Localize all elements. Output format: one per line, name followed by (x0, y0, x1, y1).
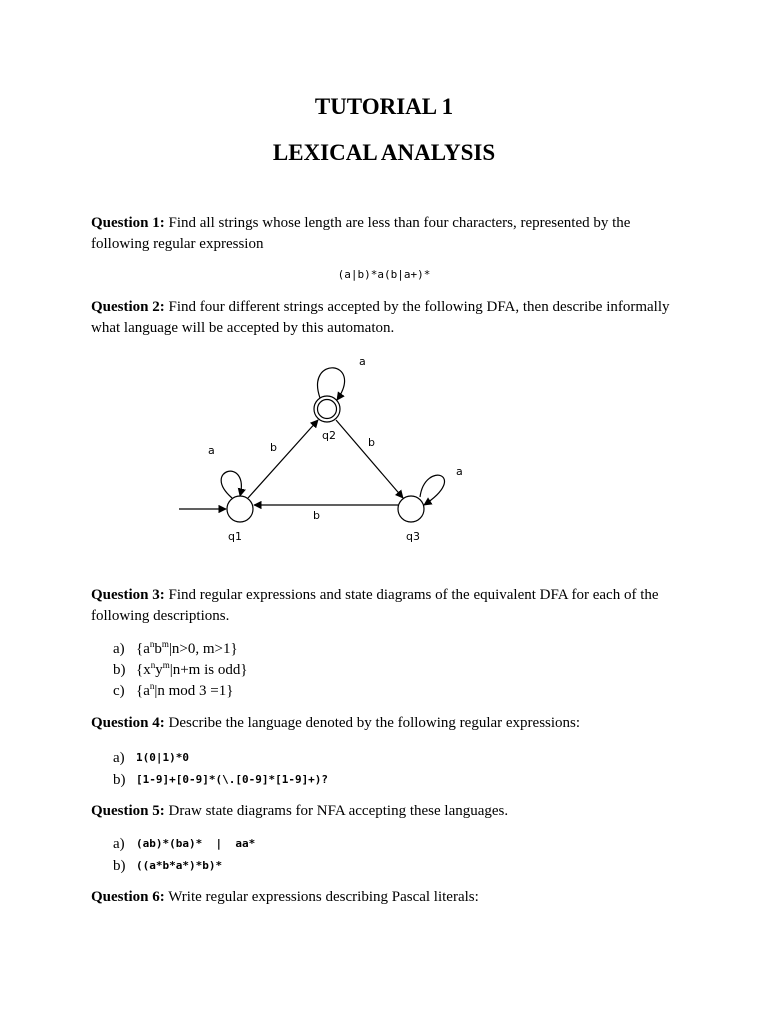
question-1-regex: (a|b)*a(b|a+)* (337, 268, 431, 281)
question-1 (91, 213, 681, 255)
label-q1-q2: b (270, 441, 277, 454)
question-6-text: Write regular expressions describing Pascal literals: (164, 889, 479, 905)
question-3-text: Find regular expressions and state diagrams of the equivalent DFA for each of the following descriptions. (91, 587, 659, 624)
question-4 (91, 713, 681, 734)
question-1-text: Find all strings whose length are less than four characters, represented by the following regular expression (91, 215, 631, 252)
list-item: a) 1(0|1)*0 (113, 750, 189, 766)
label-q1-self: a (208, 444, 215, 457)
page-subtitle: LEXICAL ANALYSIS (272, 140, 496, 165)
question-3 (91, 585, 681, 627)
question-5-list (113, 833, 255, 877)
question-2 (91, 297, 681, 339)
list-item: a) {$a^nb^m|n>0$, m>1} (113, 639, 238, 657)
label-q3-self: a (456, 465, 463, 478)
loop-q1 (221, 471, 241, 498)
edge-q1-q2 (248, 420, 318, 498)
state-q3 (398, 496, 424, 522)
question-2-text: Find four different strings accepted by the following DFA, then describe informally what language will be accepted by this automaton. (91, 299, 670, 336)
loop-q2 (318, 368, 345, 400)
question-2-label: Question 2: (91, 299, 165, 315)
question-5 (91, 801, 681, 822)
question-3-list (113, 639, 248, 702)
label-q3-q1: b (313, 509, 320, 522)
label-q2: q2 (322, 429, 336, 442)
label-q3: q3 (406, 530, 420, 543)
state-q1 (227, 496, 253, 522)
question-5-label: Question 5: (91, 803, 165, 819)
page-title: TUTORIAL 1 (314, 94, 454, 119)
list-item: b) ((a*b*a*)*b)* (113, 858, 223, 874)
loop-q3 (420, 475, 445, 505)
state-q2 (314, 396, 340, 422)
list-item: c) {$a^n|n$ mod 3 =1} (113, 681, 234, 699)
question-6 (91, 887, 681, 908)
question-5-text: Draw state diagrams for NFA accepting these languages. (164, 803, 509, 819)
list-item: b) {$x^ny^m|n+m$ is odd} (113, 660, 248, 678)
list-item: b) [1-9]+[0-9]*(\.[0-9]*[1-9]+)? (113, 772, 329, 788)
dfa-diagram (170, 350, 480, 550)
question-4-label: Question 4: (91, 715, 165, 731)
label-q2-self: a (359, 355, 366, 368)
question-6-label: Question 6: (91, 889, 165, 905)
list-item: a) (ab)*(ba)* | aa* (113, 836, 256, 852)
edge-q2-q3 (336, 420, 403, 498)
label-q1: q1 (228, 530, 242, 543)
question-3-label: Question 3: (91, 587, 165, 603)
question-4-list (113, 747, 328, 791)
question-4-text: Describe the language denoted by the following regular expressions: (164, 715, 581, 731)
label-q2-q3: b (368, 436, 375, 449)
question-1-label: Question 1: (91, 215, 165, 231)
